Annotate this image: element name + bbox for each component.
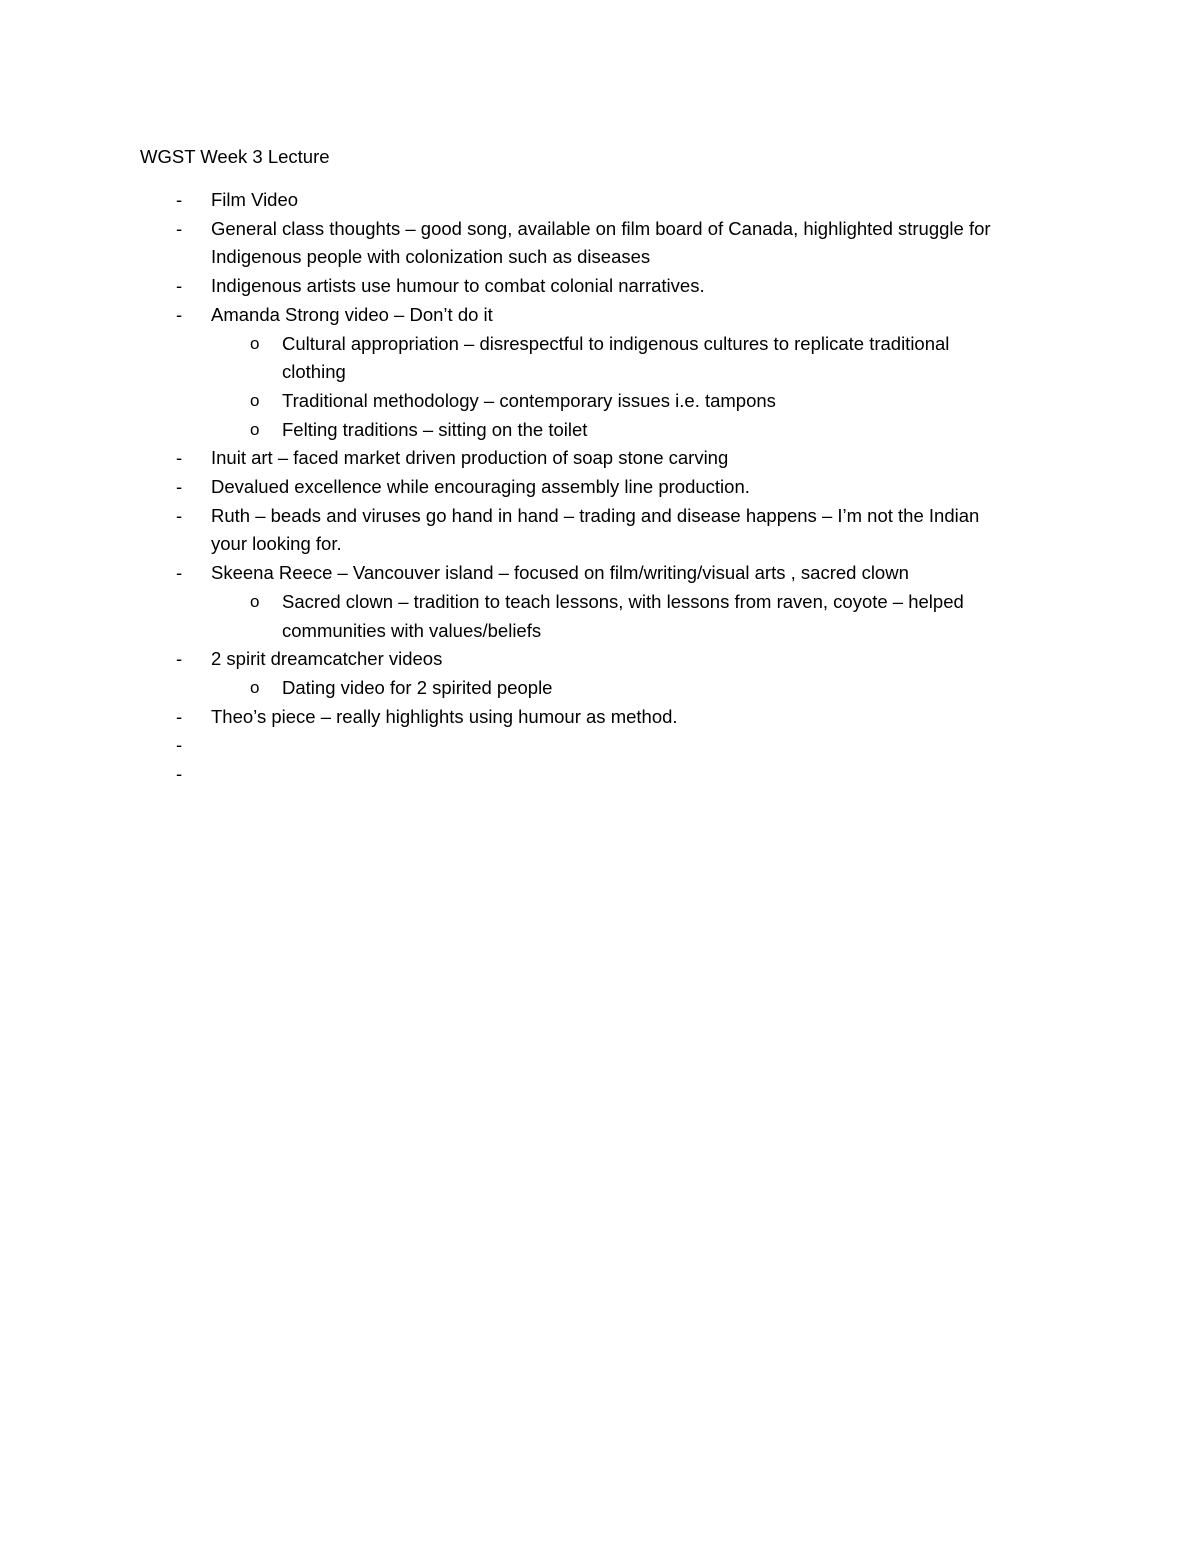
list-item-line — [0, 444, 1200, 473]
list-item-text: Inuit art – faced market driven production of soap stone carving — [211, 447, 729, 469]
list-item — [0, 502, 1200, 559]
list-item-line — [0, 416, 1200, 445]
list-item — [0, 645, 1200, 674]
circle-bullet: o — [250, 390, 260, 410]
list-item-text: Devalued excellence while encouraging assembly line production. — [211, 476, 750, 498]
list-item-line — [0, 473, 1200, 502]
list-item-line — [0, 272, 1200, 301]
list-item-line — [0, 215, 1200, 244]
list-item-text: 2 spirit dreamcatcher videos — [211, 648, 443, 670]
circle-bullet: o — [250, 333, 260, 353]
dash-bullet: - — [176, 476, 183, 498]
list-item — [0, 186, 1200, 215]
list-item-line — [0, 243, 1200, 272]
list-item-text: Indigenous people with colonization such as diseases — [211, 246, 651, 268]
list-item-line — [0, 301, 1200, 330]
list-item-line — [0, 186, 1200, 215]
dash-bullet: - — [176, 189, 183, 210]
list-item-line — [0, 760, 1200, 789]
dash-bullet: - — [176, 562, 183, 584]
dash-bullet: - — [176, 275, 183, 297]
list-item-line — [0, 530, 1200, 559]
list-item — [0, 731, 1200, 760]
list-item-line — [0, 645, 1200, 674]
list-item-line — [0, 703, 1200, 732]
list-item-line — [0, 387, 1200, 416]
sub-list-item — [0, 588, 1200, 645]
circle-bullet: o — [250, 419, 260, 439]
list-item-line — [0, 330, 1200, 359]
dash-bullet: - — [176, 303, 183, 325]
list-item-line — [0, 588, 1200, 617]
dash-bullet: - — [176, 763, 183, 785]
dash-bullet: - — [176, 504, 183, 526]
document-title: WGST Week 3 Lecture — [140, 146, 330, 167]
dash-bullet: - — [176, 705, 183, 727]
list-item-text: your looking for. — [211, 533, 342, 555]
dash-bullet: - — [176, 734, 183, 756]
list-item — [0, 559, 1200, 588]
list-item-text: communities with values/beliefs — [282, 619, 542, 641]
list-item-line — [0, 674, 1200, 703]
list-item-text: clothing — [282, 361, 346, 383]
list-item-text: Theo’s piece – really highlights using humour as method. — [211, 705, 678, 727]
sub-list-item — [0, 416, 1200, 445]
sub-list-item — [0, 330, 1200, 387]
list-item-line — [0, 731, 1200, 760]
circle-bullet: o — [250, 591, 260, 611]
sub-list-item — [0, 387, 1200, 416]
list-item — [0, 473, 1200, 502]
list-item-text: General class thoughts – good song, available on film board of Canada, highlighted struggle for — [211, 217, 991, 239]
list-item-text: Skeena Reece – Vancouver island – focused on film/writing/visual arts , sacred clown — [211, 562, 909, 584]
sub-list-item — [0, 674, 1200, 703]
list-item-text: Felting traditions – sitting on the toilet — [282, 418, 588, 440]
dash-bullet: - — [176, 217, 183, 239]
list-item-text: Amanda Strong video – Don’t do it — [211, 303, 493, 325]
list-item-text: Dating video for 2 spirited people — [282, 676, 553, 698]
lecture-notes-list — [0, 186, 1200, 789]
dash-bullet: - — [176, 447, 183, 469]
list-item-text: Sacred clown – tradition to teach lessons, with lessons from raven, coyote – helped — [282, 590, 964, 612]
list-item-text: Cultural appropriation – disrespectful to indigenous cultures to replicate traditional — [282, 332, 950, 354]
list-item — [0, 760, 1200, 789]
list-item-line — [0, 559, 1200, 588]
list-item — [0, 215, 1200, 272]
list-item — [0, 444, 1200, 473]
list-item — [0, 703, 1200, 732]
list-item-line — [0, 617, 1200, 646]
list-item — [0, 301, 1200, 330]
list-item — [0, 272, 1200, 301]
list-item-text: Indigenous artists use humour to combat colonial narratives. — [211, 275, 705, 297]
circle-bullet: o — [250, 677, 260, 697]
list-item-text: Traditional methodology – contemporary issues i.e. tampons — [282, 389, 776, 411]
list-item-line — [0, 358, 1200, 387]
list-item-text: Ruth – beads and viruses go hand in hand – trading and disease happens – I’m not the Indian — [211, 504, 980, 526]
dash-bullet: - — [176, 648, 183, 670]
list-item-text: Film Video — [211, 189, 299, 210]
list-item-line — [0, 502, 1200, 531]
